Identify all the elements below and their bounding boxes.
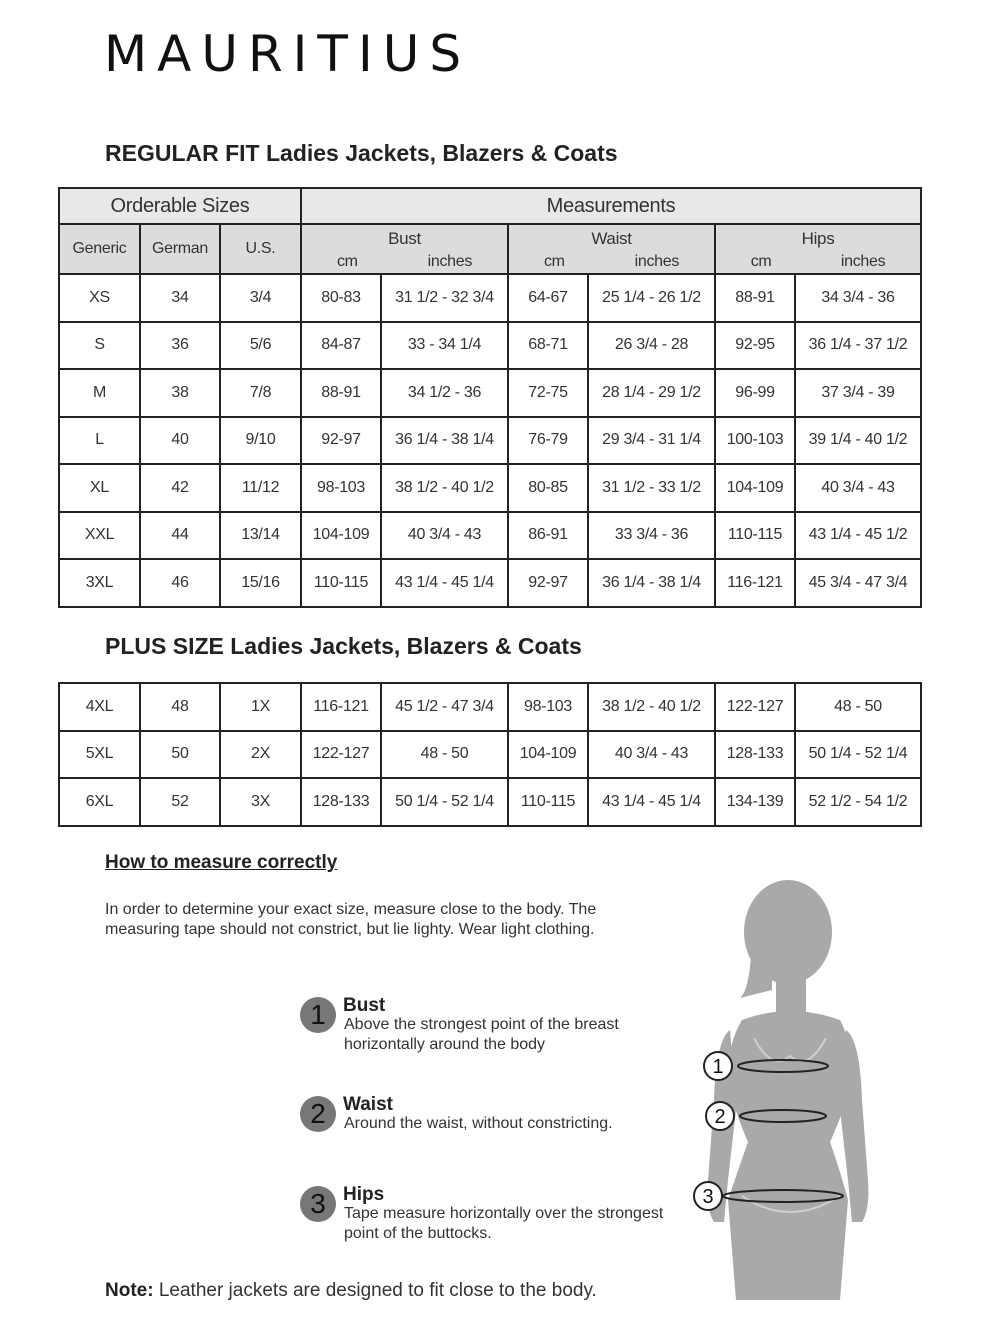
cell-generic: 4XL bbox=[59, 683, 140, 731]
tape-marker-1 bbox=[704, 1052, 732, 1080]
hips-header bbox=[715, 224, 921, 274]
cell-bust-inches: 34 1/2 - 36 bbox=[381, 369, 508, 417]
cell-waist-cm: 80-85 bbox=[508, 464, 588, 512]
table-row bbox=[59, 778, 921, 826]
cell-waist-inches: 28 1/4 - 29 1/2 bbox=[588, 369, 715, 417]
cell-hips-cm: 96-99 bbox=[715, 369, 795, 417]
table-row bbox=[59, 683, 921, 731]
cell-hips-inches: 43 1/4 - 45 1/2 bbox=[795, 512, 921, 560]
regular-size-table bbox=[58, 187, 922, 608]
cell-waist-inches: 29 3/4 - 31 1/4 bbox=[588, 417, 715, 465]
cell-bust-inches: 43 1/4 - 45 1/4 bbox=[381, 559, 508, 607]
cell-waist-cm: 68-71 bbox=[508, 322, 588, 370]
table-row bbox=[59, 322, 921, 370]
cell-bust-inches: 33 - 34 1/4 bbox=[381, 322, 508, 370]
german-header: German bbox=[140, 224, 220, 274]
cell-hips-inches: 37 3/4 - 39 bbox=[795, 369, 921, 417]
cell-bust-inches: 45 1/2 - 47 3/4 bbox=[381, 683, 508, 731]
cell-hips-cm: 100-103 bbox=[715, 417, 795, 465]
cell-bust-cm: 116-121 bbox=[301, 683, 381, 731]
cell-waist-cm: 64-67 bbox=[508, 274, 588, 322]
cell-us: 5/6 bbox=[220, 322, 301, 370]
step-description: Around the waist, without constricting. bbox=[344, 1115, 613, 1132]
cell-generic: XS bbox=[59, 274, 140, 322]
table-row bbox=[59, 369, 921, 417]
cell-bust-inches: 36 1/4 - 38 1/4 bbox=[381, 417, 508, 465]
cell-german: 46 bbox=[140, 559, 220, 607]
cell-bust-cm: 98-103 bbox=[301, 464, 381, 512]
cell-bust-inches: 48 - 50 bbox=[381, 731, 508, 779]
cell-hips-cm: 134-139 bbox=[715, 778, 795, 826]
cell-hips-inches: 52 1/2 - 54 1/2 bbox=[795, 778, 921, 826]
plus-size-table bbox=[58, 682, 922, 827]
tape-marker-3 bbox=[694, 1182, 722, 1210]
cell-us: 2X bbox=[220, 731, 301, 779]
cell-generic: XXL bbox=[59, 512, 140, 560]
table-row bbox=[59, 417, 921, 465]
cell-bust-cm: 80-83 bbox=[301, 274, 381, 322]
cell-us: 15/16 bbox=[220, 559, 301, 607]
bust-header bbox=[301, 224, 508, 274]
cell-us: 11/12 bbox=[220, 464, 301, 512]
orderable-sizes-header: Orderable Sizes bbox=[59, 188, 301, 224]
cell-german: 38 bbox=[140, 369, 220, 417]
cell-waist-cm: 98-103 bbox=[508, 683, 588, 731]
cell-bust-inches: 40 3/4 - 43 bbox=[381, 512, 508, 560]
step-title: Waist bbox=[343, 1094, 393, 1115]
cell-us: 3/4 bbox=[220, 274, 301, 322]
step-number-3: 3 bbox=[300, 1186, 336, 1222]
cell-generic: 5XL bbox=[59, 731, 140, 779]
cell-waist-inches: 33 3/4 - 36 bbox=[588, 512, 715, 560]
cell-hips-cm: 88-91 bbox=[715, 274, 795, 322]
step-description: Tape measure horizontally over the strongest point of the buttocks. bbox=[344, 1205, 664, 1242]
cell-bust-cm: 84-87 bbox=[301, 322, 381, 370]
cell-hips-cm: 116-121 bbox=[715, 559, 795, 607]
cell-generic: S bbox=[59, 322, 140, 370]
cell-hips-inches: 36 1/4 - 37 1/2 bbox=[795, 322, 921, 370]
cell-german: 44 bbox=[140, 512, 220, 560]
table-row bbox=[59, 464, 921, 512]
cell-us: 1X bbox=[220, 683, 301, 731]
note-label: Note: bbox=[105, 1280, 154, 1301]
hips-label: Hips bbox=[801, 229, 835, 248]
cell-bust-cm: 104-109 bbox=[301, 512, 381, 560]
cell-hips-inches: 34 3/4 - 36 bbox=[795, 274, 921, 322]
cell-waist-cm: 104-109 bbox=[508, 731, 588, 779]
marker-label: 2 bbox=[714, 1106, 726, 1128]
cell-waist-cm: 72-75 bbox=[508, 369, 588, 417]
howto-intro: In order to determine your exact size, measure close to the body. The measuring tape should not constrict, but lie lighty. Wear light clothing. bbox=[105, 901, 597, 938]
cell-us: 9/10 bbox=[220, 417, 301, 465]
cell-waist-inches: 26 3/4 - 28 bbox=[588, 322, 715, 370]
plus-size-title: PLUS SIZE Ladies Jackets, Blazers & Coats bbox=[105, 633, 582, 659]
cell-waist-inches: 40 3/4 - 43 bbox=[588, 731, 715, 779]
cell-hips-inches: 45 3/4 - 47 3/4 bbox=[795, 559, 921, 607]
cell-german: 52 bbox=[140, 778, 220, 826]
marker-label: 3 bbox=[702, 1186, 714, 1208]
cell-hips-cm: 128-133 bbox=[715, 731, 795, 779]
inches-label: inches bbox=[634, 253, 680, 270]
cell-us: 13/14 bbox=[220, 512, 301, 560]
cm-label: cm bbox=[543, 253, 565, 270]
plus-table-body bbox=[59, 683, 921, 826]
marker-label: 1 bbox=[712, 1056, 724, 1078]
cell-waist-inches: 31 1/2 - 33 1/2 bbox=[588, 464, 715, 512]
cell-bust-cm: 122-127 bbox=[301, 731, 381, 779]
cell-waist-inches: 25 1/4 - 26 1/2 bbox=[588, 274, 715, 322]
regular-table-body bbox=[59, 274, 921, 607]
inches-label: inches bbox=[840, 253, 886, 270]
cell-waist-inches: 43 1/4 - 45 1/4 bbox=[588, 778, 715, 826]
table-row bbox=[59, 731, 921, 779]
waist-label: Waist bbox=[591, 229, 632, 248]
bust-label: Bust bbox=[388, 229, 421, 248]
leather-note bbox=[105, 1280, 597, 1302]
cell-hips-inches: 48 - 50 bbox=[795, 683, 921, 731]
cell-bust-inches: 31 1/2 - 32 3/4 bbox=[381, 274, 508, 322]
cell-waist-cm: 110-115 bbox=[508, 778, 588, 826]
cm-label: cm bbox=[750, 253, 772, 270]
cell-hips-inches: 39 1/4 - 40 1/2 bbox=[795, 417, 921, 465]
cell-german: 40 bbox=[140, 417, 220, 465]
cell-bust-inches: 50 1/4 - 52 1/4 bbox=[381, 778, 508, 826]
cell-german: 50 bbox=[140, 731, 220, 779]
step-title: Bust bbox=[343, 995, 386, 1016]
howto-title: How to measure correctly bbox=[105, 852, 338, 873]
cell-bust-cm: 110-115 bbox=[301, 559, 381, 607]
cell-hips-cm: 110-115 bbox=[715, 512, 795, 560]
cell-german: 34 bbox=[140, 274, 220, 322]
cell-hips-cm: 104-109 bbox=[715, 464, 795, 512]
cm-label: cm bbox=[336, 253, 358, 270]
cell-generic: M bbox=[59, 369, 140, 417]
cell-german: 48 bbox=[140, 683, 220, 731]
tape-marker-2 bbox=[706, 1102, 734, 1130]
cell-bust-inches: 38 1/2 - 40 1/2 bbox=[381, 464, 508, 512]
table-row bbox=[59, 274, 921, 322]
body-figure-illustration bbox=[680, 880, 880, 1300]
cell-hips-cm: 122-127 bbox=[715, 683, 795, 731]
cell-generic: 3XL bbox=[59, 559, 140, 607]
cell-us: 7/8 bbox=[220, 369, 301, 417]
waist-header bbox=[508, 224, 715, 274]
cell-bust-cm: 88-91 bbox=[301, 369, 381, 417]
brand-logo: MAURITIUS bbox=[104, 25, 472, 83]
step-number-2: 2 bbox=[300, 1096, 336, 1132]
note-text: Leather jackets are designed to fit close to the body. bbox=[153, 1280, 597, 1301]
table-row bbox=[59, 512, 921, 560]
cell-hips-inches: 50 1/4 - 52 1/4 bbox=[795, 731, 921, 779]
cell-german: 36 bbox=[140, 322, 220, 370]
regular-fit-title: REGULAR FIT Ladies Jackets, Blazers & Coats bbox=[105, 140, 618, 166]
cell-bust-cm: 92-97 bbox=[301, 417, 381, 465]
measurements-header: Measurements bbox=[301, 188, 921, 224]
cell-waist-cm: 92-97 bbox=[508, 559, 588, 607]
step-number-1: 1 bbox=[300, 997, 336, 1033]
step-title: Hips bbox=[343, 1184, 385, 1205]
cell-generic: 6XL bbox=[59, 778, 140, 826]
cell-hips-inches: 40 3/4 - 43 bbox=[795, 464, 921, 512]
cell-generic: XL bbox=[59, 464, 140, 512]
step-description: Above the strongest point of the breast horizontally around the body bbox=[344, 1016, 619, 1053]
cell-waist-cm: 86-91 bbox=[508, 512, 588, 560]
cell-waist-inches: 38 1/2 - 40 1/2 bbox=[588, 683, 715, 731]
cell-bust-cm: 128-133 bbox=[301, 778, 381, 826]
inches-label: inches bbox=[427, 253, 473, 270]
cell-us: 3X bbox=[220, 778, 301, 826]
cell-waist-inches: 36 1/4 - 38 1/4 bbox=[588, 559, 715, 607]
cell-waist-cm: 76-79 bbox=[508, 417, 588, 465]
cell-hips-cm: 92-95 bbox=[715, 322, 795, 370]
cell-generic: L bbox=[59, 417, 140, 465]
generic-header: Generic bbox=[59, 224, 140, 274]
cell-german: 42 bbox=[140, 464, 220, 512]
us-header: U.S. bbox=[220, 224, 301, 274]
table-row bbox=[59, 559, 921, 607]
